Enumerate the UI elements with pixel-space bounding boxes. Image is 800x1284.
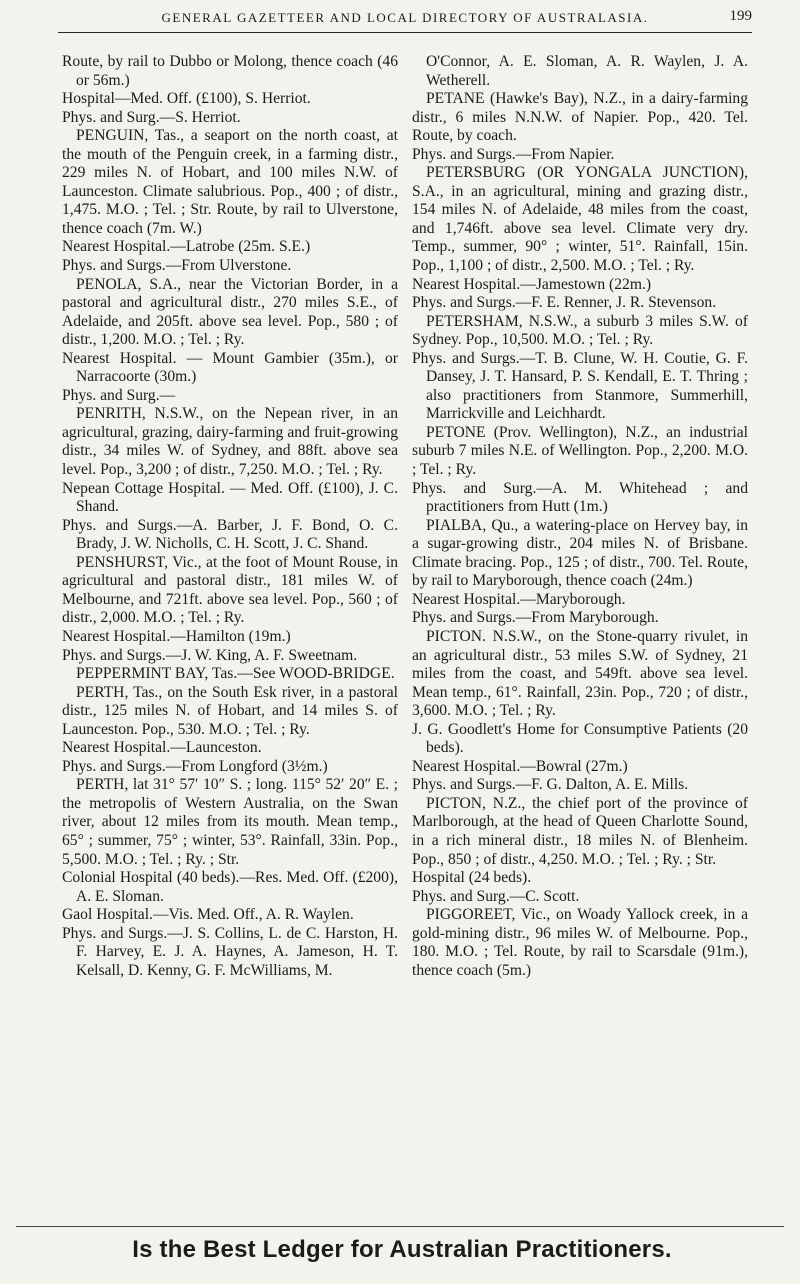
directory-entry: Hospital (24 beds).: [412, 869, 532, 887]
directory-entry: PETERSBURG (OR YONGALA JUNCTION), S.A., in an agricultural, mining and grazing distr., 154 miles N. of Adelaide, 48 miles from the coast, and 1,746ft. above sea level. Climate very dry. Temp., summer, 90° ; winter, 51°. Rainfall, 15in. Pop., 1,100 ; of distr., 2,500. M.O. ; Tel. ; Ry.: [412, 164, 748, 275]
directory-entry: Phys. and Surgs.—From Ulverstone.: [62, 257, 292, 275]
directory-entry: Phys. and Surgs.—J. S. Collins, L. de C. Harston, H. F. Harvey, E. J. A. Haynes, A. Jameson, H. T. Kelsall, D. Kenny, G. F. McWilliams, M.: [62, 924, 398, 979]
directory-entry: Nearest Hospital.—Jamestown (22m.): [412, 275, 652, 293]
left-column: [62, 53, 398, 980]
directory-entry: Nearest Hospital.—Hamilton (19m.): [62, 627, 291, 645]
directory-entry: PENRITH, N.S.W., on the Nepean river, in an agricultural, grazing, dairy-farming and fruit-growing distr., 34 miles W. of Sydney, and 88ft. above sea level. Pop., 3,200 ; of distr., 7,250. M.O. ; Tel. ; Ry.: [62, 405, 398, 479]
directory-entry: PETONE (Prov. Wellington), N.Z., an industrial suburb 7 miles N.E. of Wellington. Pop., 2,200. M.O. ; Tel. ; Ry.: [412, 423, 748, 479]
directory-entry: Phys. and Surgs.—J. W. King, A. F. Sweetnam.: [62, 646, 358, 664]
directory-entry: J. G. Goodlett's Home for Consumptive Patients (20 beds).: [412, 720, 748, 757]
directory-entry: Phys. and Surgs.—From Napier.: [412, 145, 615, 163]
directory-entry: PENOLA, S.A., near the Victorian Border, in a pastoral and agricultural distr., 270 miles S.E., of Adelaide, and 205ft. above sea level. Pop., 580 ; of distr., 1,200. M.O. ; Tel. ; Ry.: [62, 275, 398, 349]
directory-entry: Phys. and Surgs.—F. E. Renner, J. R. Stevenson.: [412, 294, 717, 312]
directory-entry: PIGGOREET, Vic., on Woady Yallock creek, in a gold-mining distr., 96 miles W. of Melbourne. Pop., 180. M.O. ; Tel. Route, by rail to Scarsdale (91m.), thence coach (5m.): [412, 906, 748, 979]
running-head: GENERAL GAZETTEER AND LOCAL DIRECTORY OF AUSTRALASIA.: [161, 10, 649, 25]
directory-entry: Phys. and Surgs.—From Longford (3½m.): [62, 757, 328, 775]
directory-entry: Phys. and Surg.—S. Herriot.: [62, 108, 241, 126]
directory-entry: PIALBA, Qu., a watering-place on Hervey bay, in a sugar-growing distr., 204 miles N. of Brisbane. Climate bracing. Pop., 125 ; of distr., 700. Tel. Route, by rail to Maryborough, thence coach (24m.): [412, 516, 748, 590]
directory-entry: Phys. and Surg.—A. M. Whitehead ; and practitioners from Hutt (1m.): [412, 479, 748, 516]
directory-entry: O'Connor, A. E. Sloman, A. R. Waylen, J. A. Wetherell.: [426, 53, 748, 89]
directory-entry: Phys. and Surg.—C. Scott.: [412, 887, 580, 905]
directory-entry: PERTH, lat 31° 57′ 10″ S. ; long. 115° 52′ 20″ E. ; the metropolis of Western Australia, on the Swan river, about 12 miles from its mouth. Mean temp., 65° ; summer, 75° ; winter, 53°. Rainfall, 33in. Pop., 5,500. M.O. ; Tel. ; Ry. ; Str.: [62, 776, 398, 868]
directory-entry: Nearest Hospital.—Launceston.: [62, 739, 262, 757]
directory-entry: PETERSHAM, N.S.W., a suburb 3 miles S.W. of Sydney. Pop., 10,500. M.O. ; Tel. ; Ry.: [412, 312, 748, 349]
directory-entry: PEPPERMINT BAY, Tas.—See WOOD-BRIDGE.: [76, 665, 395, 683]
directory-entry: Nepean Cottage Hospital. — Med. Off. (£100), J. C. Shand.: [62, 479, 398, 516]
directory-entry: Phys. and Surgs.—T. B. Clune, W. H. Coutie, G. F. Dansey, J. T. Hansard, P. S. Kendall, E. T. Thring ; also practitioners from Stanmore, Summerhill, Marrickville and Leichhardt.: [412, 349, 748, 423]
directory-entry: Phys. and Surgs.—From Maryborough.: [412, 609, 659, 627]
right-column: [412, 53, 748, 980]
directory-entry: Route, by rail to Dubbo or Molong, thence coach (46 or 56m.): [62, 53, 398, 89]
directory-entry: PENSHURST, Vic., at the foot of Mount Rouse, in agricultural and pastoral distr., 181 miles W. of Melbourne, and 721ft. above sea level. Pop., 560 ; of distr., 2,000. M.O. ; Tel. ; Ry.: [62, 553, 398, 627]
page-number: 199: [729, 8, 752, 24]
header-rule: [58, 32, 752, 33]
directory-entry: PERTH, Tas., on the South Esk river, in a pastoral distr., 125 miles N. of Hobart, and 14 miles S. of Launceston. Pop., 530. M.O. ; Tel. ; Ry.: [62, 683, 398, 738]
directory-entry: Phys. and Surg.—: [62, 386, 176, 404]
directory-entry: Hospital—Med. Off. (£100), S. Herriot.: [62, 90, 311, 108]
directory-entry: PICTON. N.S.W., on the Stone-quarry rivulet, in an agricultural distr., 53 miles S.W. of Sydney, 21 miles from the coast, and 549ft. above sea level. Mean temp., 61°. Rainfall, 23in. Pop., 720 ; of distr., 3,600. M.O. ; Tel. ; Ry.: [412, 627, 748, 720]
directory-entry: PETANE (Hawke's Bay), N.Z., in a dairy-farming distr., 6 miles N.N.W. of Napier. Pop., 420. Tel. Route, by coach.: [412, 90, 748, 145]
directory-entry: PENGUIN, Tas., a seaport on the north coast, at the mouth of the Penguin creek, in a farming distr., 229 miles N. of Hobart, and 100 miles N.W. of Launceston. Climate salubrious. Pop., 400 ; of distr., 1,475. M.O. ; Tel. ; Str. Route, by rail to Ulverstone, thence coach (7m. W.): [62, 127, 398, 237]
directory-entry: Phys. and Surgs.—A. Barber, J. F. Bond, O. C. Brady, J. W. Nicholls, C. H. Scott, J. C. Shand.: [62, 516, 398, 553]
footer-advert: Is the Best Ledger for Australian Practitioners.: [132, 1236, 672, 1263]
directory-entry: Gaol Hospital.—Vis. Med. Off., A. R. Waylen.: [62, 906, 354, 924]
directory-entry: Nearest Hospital. — Mount Gambier (35m.), or Narracoorte (30m.): [62, 349, 398, 386]
directory-entry: Phys. and Surgs.—F. G. Dalton, A. E. Mills.: [412, 776, 689, 794]
footer-rule: [16, 1226, 784, 1227]
directory-entry: Nearest Hospital.—Maryborough.: [412, 590, 626, 608]
directory-entry: Nearest Hospital.—Bowral (27m.): [412, 757, 628, 775]
directory-entry: Colonial Hospital (40 beds).—Res. Med. Off. (£200), A. E. Sloman.: [62, 869, 398, 905]
directory-entry: Nearest Hospital.—Latrobe (25m. S.E.): [62, 238, 311, 256]
directory-entry: PICTON, N.Z., the chief port of the province of Marlborough, at the head of Queen Charlotte Sound, in a rich mineral distr., 18 miles N. of Blenheim. Pop., 850 ; of distr., 4,250. M.O. ; Tel. ; Ry. ; Str.: [412, 794, 748, 868]
